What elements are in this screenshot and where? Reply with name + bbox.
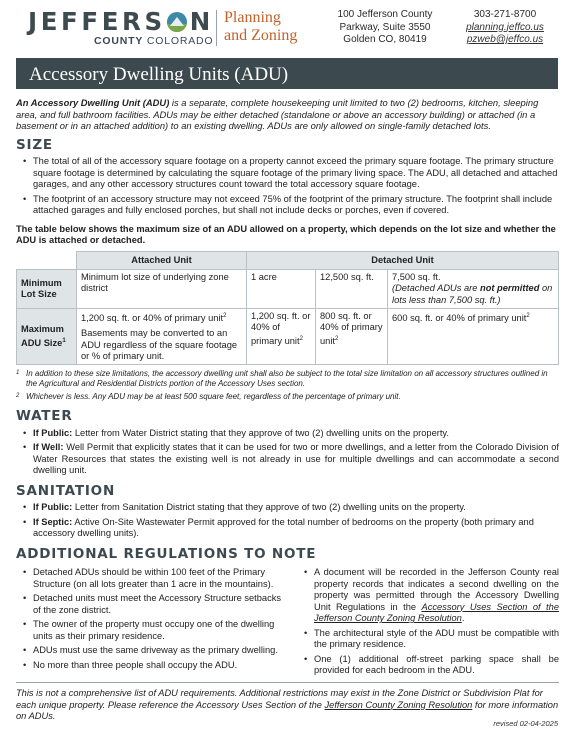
list-item: • A document will be recorded in the Jefferson County real property records that indicates a second dwelling on the property was permitted through the Accessory Dwelling Unit Regulations in the Accessory Uses Section of the Jefferson County Zoning Resolution. xyxy=(297,567,559,625)
list-item: • One (1) additional off-street parking space shall be provided for each bedroom in the ADU. xyxy=(297,654,559,677)
row-header-min-lot: Minimum Lot Size xyxy=(17,270,77,309)
zoning-resolution-link[interactable]: Jefferson County Zoning Resolution xyxy=(324,699,473,710)
list-item: • If Public: Letter from Sanitation District stating that they approve of two (2) dwelling units on the property. xyxy=(16,502,559,514)
list-item: • The footprint of an accessory structure may not exceed 75% of the footprint of the primary structure. The footprint shall include attached garages and fully enclosed porches, but shall not include decks or porches, even if covered. xyxy=(16,194,559,217)
column-header-attached: Attached Unit xyxy=(77,251,247,269)
list-item: • Detached ADUs should be within 100 feet of the Primary Structure (on all lots greater than 1 acre in the mountains). xyxy=(16,567,284,590)
footnote-2: 2 Whichever is less. Any ADU may be at least 500 square feet, regardless of the percentage of primary unit. xyxy=(16,392,401,402)
table-caption: The table below shows the maximum size of an ADU allowed on a property, which depends on the lot size and whether the ADU is attached or detached. xyxy=(16,223,556,246)
water-heading: WATER xyxy=(16,408,73,425)
list-item: • The owner of the property must occupy one of the dwelling units as their primary residence. xyxy=(16,619,284,642)
zoning-resolution-accessory-uses-link[interactable]: Accessory Uses Section of the Jefferson County Zoning Resolution xyxy=(314,601,559,624)
phone-number: 303-271-8700 xyxy=(473,9,537,20)
intro-paragraph: An Accessory Dwelling Unit (ADU) is a separate, complete housekeeping unit limited to two (2) bedrooms, kitchen, sleeping area, and full bathroom facilities. ADUs may be either detached (standalone or above an accessory building) or attached (in a basement or in an attached addition) to an existing dwelling. ADUs are only allowed on single-family detached lots. xyxy=(16,97,539,132)
table-row: Maximum ADU Size$^1$ 1,200 sq. ft. or 40% of primary unit$^2$ Basements may be converted to an ADU regardless of the square footage or % of primary unit. 1,200 sq. ft. or 40% of primary unit$^2$ 800 sq. ft. or 40% of primary unit$^2$ 600 sq. ft. or 40% of primary unit$^2$ xyxy=(17,308,559,364)
page-header xyxy=(0,0,574,56)
website-link[interactable]: planning.jeffco.us xyxy=(466,21,544,33)
footer-note: This is not a comprehensive list of ADU requirements. Additional restrictions may exist in the Zone District or Subdivision Plat for each unique property. Please reference the Accessory Uses Section of the Jefferson County Zoning Resolution for more information on ADUs. xyxy=(16,688,559,722)
revision-date: revised 02-04-2025 xyxy=(493,719,558,728)
list-item: • ADUs must use the same driveway as the primary dwelling. xyxy=(16,645,284,657)
water-list xyxy=(16,428,559,477)
title-bar xyxy=(16,58,558,89)
size-heading: SIZE xyxy=(16,136,53,153)
list-item: • If Septic: Active On-Site Wastewater Permit approved for the total number of bedrooms on the property (both primary and accessory dwelling units). xyxy=(16,517,559,540)
contact-info xyxy=(457,9,553,47)
list-item: • No more than three people shall occupy the ADU. xyxy=(16,660,284,672)
document-body xyxy=(16,97,559,677)
list-item: • The architectural style of the ADU must be compatible with the primary residence. xyxy=(297,628,559,651)
mountain-sun-icon xyxy=(167,12,187,32)
department-name: Planning and Zoning xyxy=(224,9,298,44)
email-link[interactable]: pzweb@jeffco.us xyxy=(466,34,544,45)
column-header-detached: Detached Unit xyxy=(247,251,559,269)
sanitation-list xyxy=(16,502,559,540)
size-list xyxy=(16,156,559,217)
list-item: • Detached units must meet the Accessory Structure setbacks of the zone district. xyxy=(16,593,284,616)
header-divider xyxy=(216,10,217,46)
adu-size-table xyxy=(16,251,559,365)
additional-regulations-columns xyxy=(16,564,559,677)
page-title: Accessory Dwelling Units (ADU) xyxy=(29,64,289,85)
sanitation-heading: SANITATION xyxy=(16,482,116,499)
list-item: • The total of all of the accessory square footage on a property cannot exceed the primary square footage. The primary structure square footage is determined by calculating the square footage of the primary living space. The ADU, all detached and attached garages, and any other accessory structures count toward the total accessory square footage. xyxy=(16,156,559,191)
jefferson-county-logo: JEFFERS N COUNTY COLORADO xyxy=(28,7,214,47)
table-row: Minimum Lot Size Minimum lot size of underlying zone district 1 acre 12,500 sq. ft. 7,500 sq. ft. (Detached ADUs are not permitted on lots less than 7,500 sq. ft.) xyxy=(17,270,559,309)
list-item: • If Public: Letter from Water District stating that they approve of two (2) dwelling units on the property. xyxy=(16,428,559,440)
footer-divider xyxy=(16,682,559,683)
row-header-max-size: Maximum ADU Size$^1$ xyxy=(17,308,77,364)
list-item: • If Well: Well Permit that explicitly states that it can be used for two or more dwellings, and a letter from the Colorado Division of Water Resources that states the existing well is not already in use for multiple dwellings and can accommodate a second dwelling unit. xyxy=(16,442,559,477)
office-address: 100 Jefferson County Parkway, Suite 3550 Golden CO, 80419 xyxy=(337,9,433,45)
additional-list-left xyxy=(16,567,284,671)
additional-list-right xyxy=(297,567,559,677)
additional-regulations-heading: ADDITIONAL REGULATIONS TO NOTE xyxy=(16,545,317,562)
footnote-1: 1 In addition to these size limitations, the accessory dwelling unit shall also be subject to the total size limitation on all accessory structures outlined in the Agricultural and Residential Districts portion of the Accessory Uses section. xyxy=(16,369,548,389)
